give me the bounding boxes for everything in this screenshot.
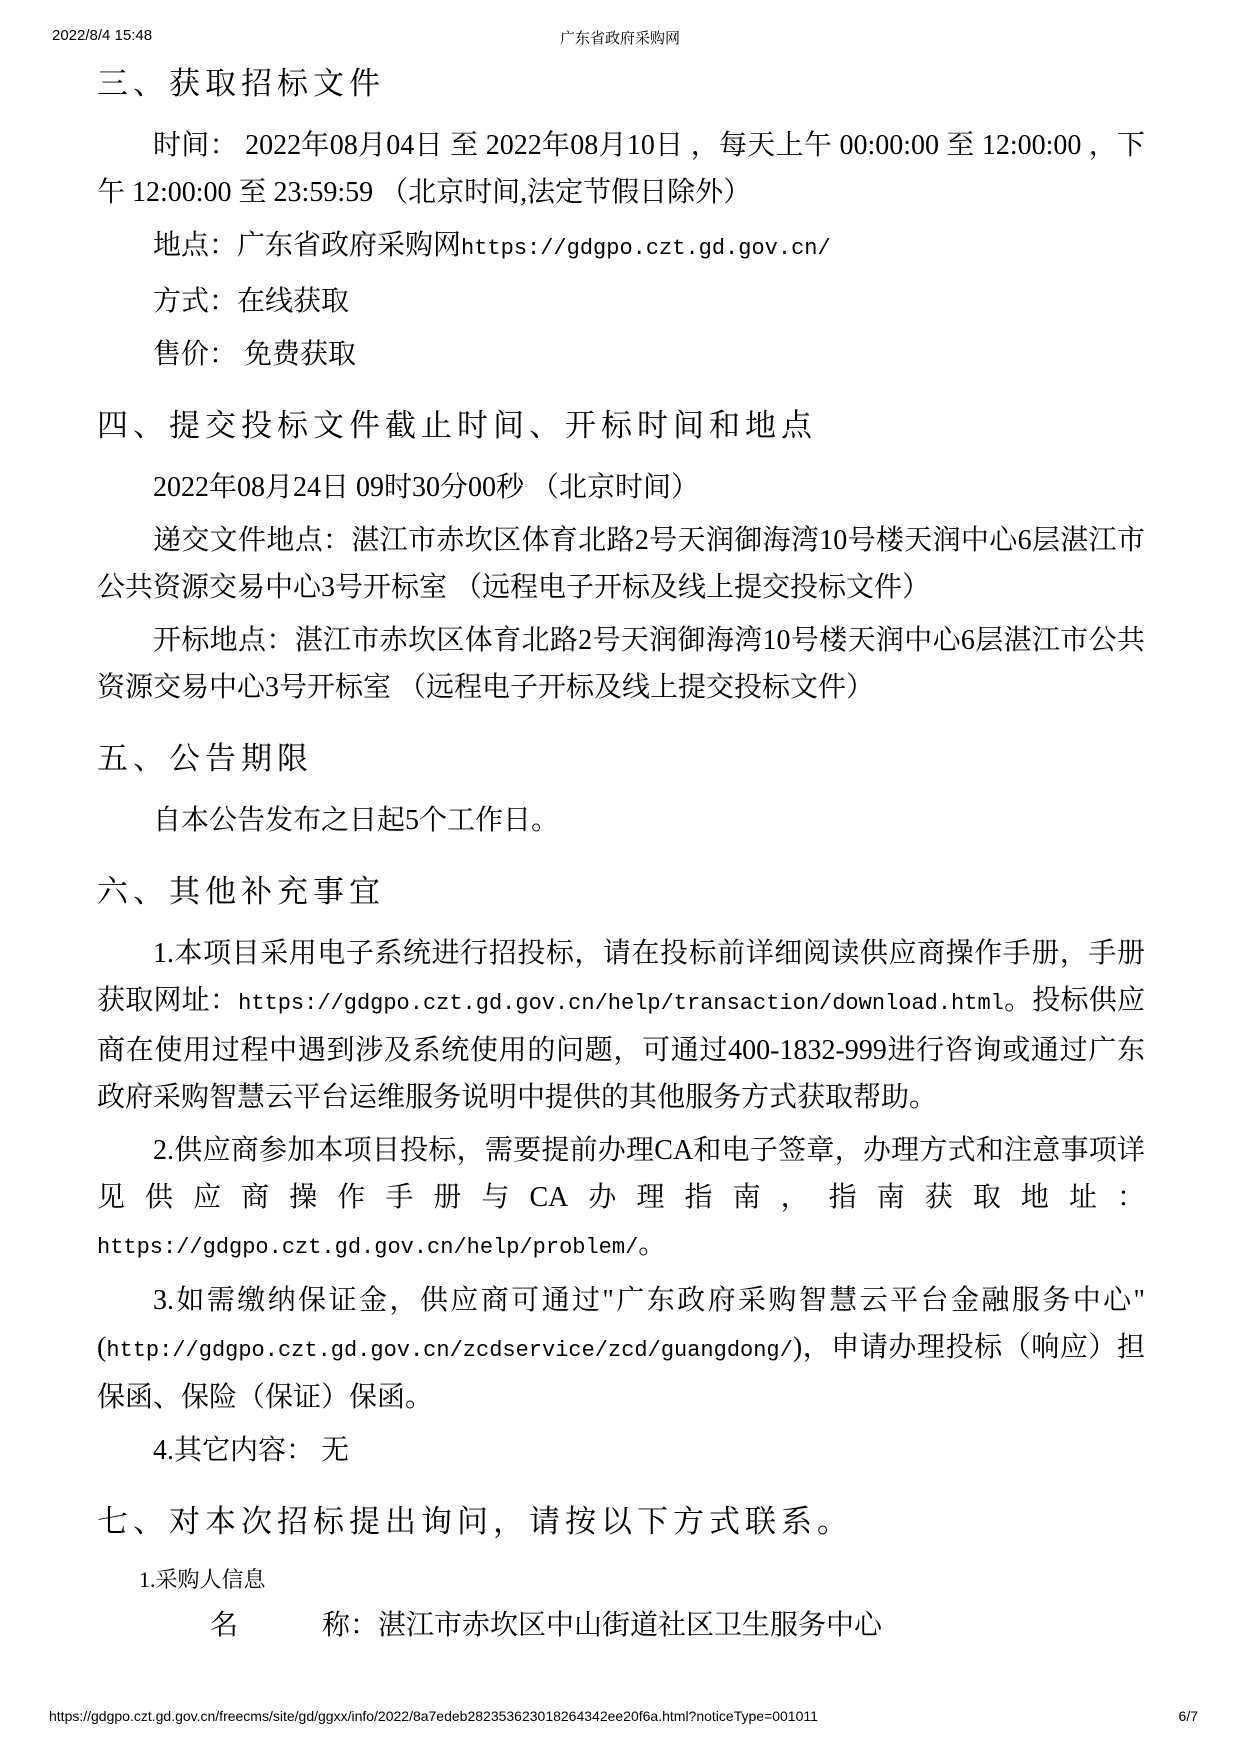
- supplementary-item-3-post: )，申请办理投标（响应）担保函、保险（保证）保函。: [97, 1332, 1145, 1413]
- section-heading-deadline: 四、提交投标文件截止时间、开标时间和地点: [97, 408, 817, 443]
- obtain-location-text: [97, 222, 1145, 272]
- section-submission-deadline: [97, 404, 1145, 711]
- finance-center-url: http://gdgpo.czt.gd.gov.cn/zcdservice/zcd/guangdong/: [106, 1338, 793, 1363]
- obtain-price-text: 售价： 免费获取: [153, 339, 357, 370]
- obtain-location-label: 地点：广东省政府采购网: [153, 230, 462, 261]
- buyer-name-label: 名: [210, 1610, 239, 1641]
- supplementary-item-3-pre: 3.如需缴纳保证金，供应商可通过"广东政府采购智慧云平台金融服务中心"(: [97, 1285, 1145, 1363]
- supplementary-item-1: [97, 930, 1145, 1121]
- procurement-site-url: https://gdgpo.czt.gd.gov.cn/: [461, 236, 831, 261]
- supplementary-item-4: 4.其它内容： 无: [153, 1435, 350, 1466]
- announcement-period-text: 自本公告发布之日起5个工作日。: [153, 805, 560, 836]
- ca-guide-url: https://gdgpo.czt.gd.gov.cn/help/problem/: [97, 1235, 639, 1260]
- buyer-info-label: 1.采购人信息: [139, 1567, 266, 1592]
- section-heading-supplementary: 六、其他补充事宜: [97, 874, 385, 909]
- supplementary-item-3: [97, 1277, 1145, 1421]
- notice-document: [97, 0, 1145, 1655]
- buyer-name-text: [210, 1602, 1145, 1649]
- source-url: https://gdgpo.czt.gd.gov.cn/freecms/site/gd/ggxx/info/2022/8a7edeb282353623018264342ee20f6a.html?noticeType=001011: [49, 1708, 818, 1724]
- section-heading-contact: 七、对本次招标提出询问，请按以下方式联系。: [97, 1504, 853, 1539]
- print-datetime: 2022/8/4 15:48: [52, 27, 153, 44]
- supplementary-item-2-post: 。: [638, 1229, 667, 1260]
- supplier-manual-url: https://gdgpo.czt.gd.gov.cn/help/transaction/download.html: [238, 991, 1004, 1016]
- supplementary-item-2-pre: 2.供应商参加本项目投标，需要提前办理CA和电子签章，办理方式和注意事项详见供应商操作手册与CA办理指南，指南获取地址：: [97, 1135, 1145, 1213]
- page-footer: [49, 1708, 1198, 1724]
- section-obtain-bidding-documents: [97, 62, 1145, 378]
- page-number: 6/7: [1178, 1708, 1198, 1724]
- obtain-method-text: 方式：在线获取: [153, 286, 350, 317]
- section-announcement-period: [97, 737, 1145, 844]
- site-title: 广东省政府采购网: [559, 30, 681, 47]
- obtain-time-text: 时间： 2022年08月04日 至 2022年08月10日 ，每天上午 00:00:00 至 12:00:00 ，下午 12:00:00 至 23:59:59 （北京时间,法定节假日除外）: [97, 130, 1145, 208]
- section-heading-obtain: 三、获取招标文件: [97, 66, 385, 101]
- section-supplementary-matters: [97, 870, 1145, 1474]
- section-heading-period: 五、公告期限: [97, 741, 313, 776]
- section-contact-info: [97, 1500, 1145, 1649]
- supplementary-item-1-post: 。投标供应商在使用过程中遇到涉及系统使用的问题，可通过400-1832-999进行咨询或通过广东政府采购智慧云平台运维服务说明中提供的其他服务方式获取帮助。: [97, 985, 1145, 1113]
- opening-location-text: 开标地点：湛江市赤坎区体育北路2号天润御海湾10号楼天润中心6层湛江市公共资源交易中心3号开标室 （远程电子开标及线上提交投标文件）: [97, 625, 1145, 703]
- buyer-name-value: 称：湛江市赤坎区中山街道社区卫生服务中心: [322, 1610, 883, 1641]
- deadline-text: 2022年08月24日 09时30分00秒 （北京时间）: [153, 472, 700, 503]
- supplementary-item-1-pre: 1.本项目采用电子系统进行招投标，请在投标前详细阅读供应商操作手册，手册获取网址：: [97, 938, 1145, 1016]
- submit-location-text: 递交文件地点：湛江市赤坎区体育北路2号天润御海湾10号楼天润中心6层湛江市公共资源交易中心3号开标室 （远程电子开标及线上提交投标文件）: [97, 525, 1145, 603]
- supplementary-item-2: [97, 1127, 1145, 1271]
